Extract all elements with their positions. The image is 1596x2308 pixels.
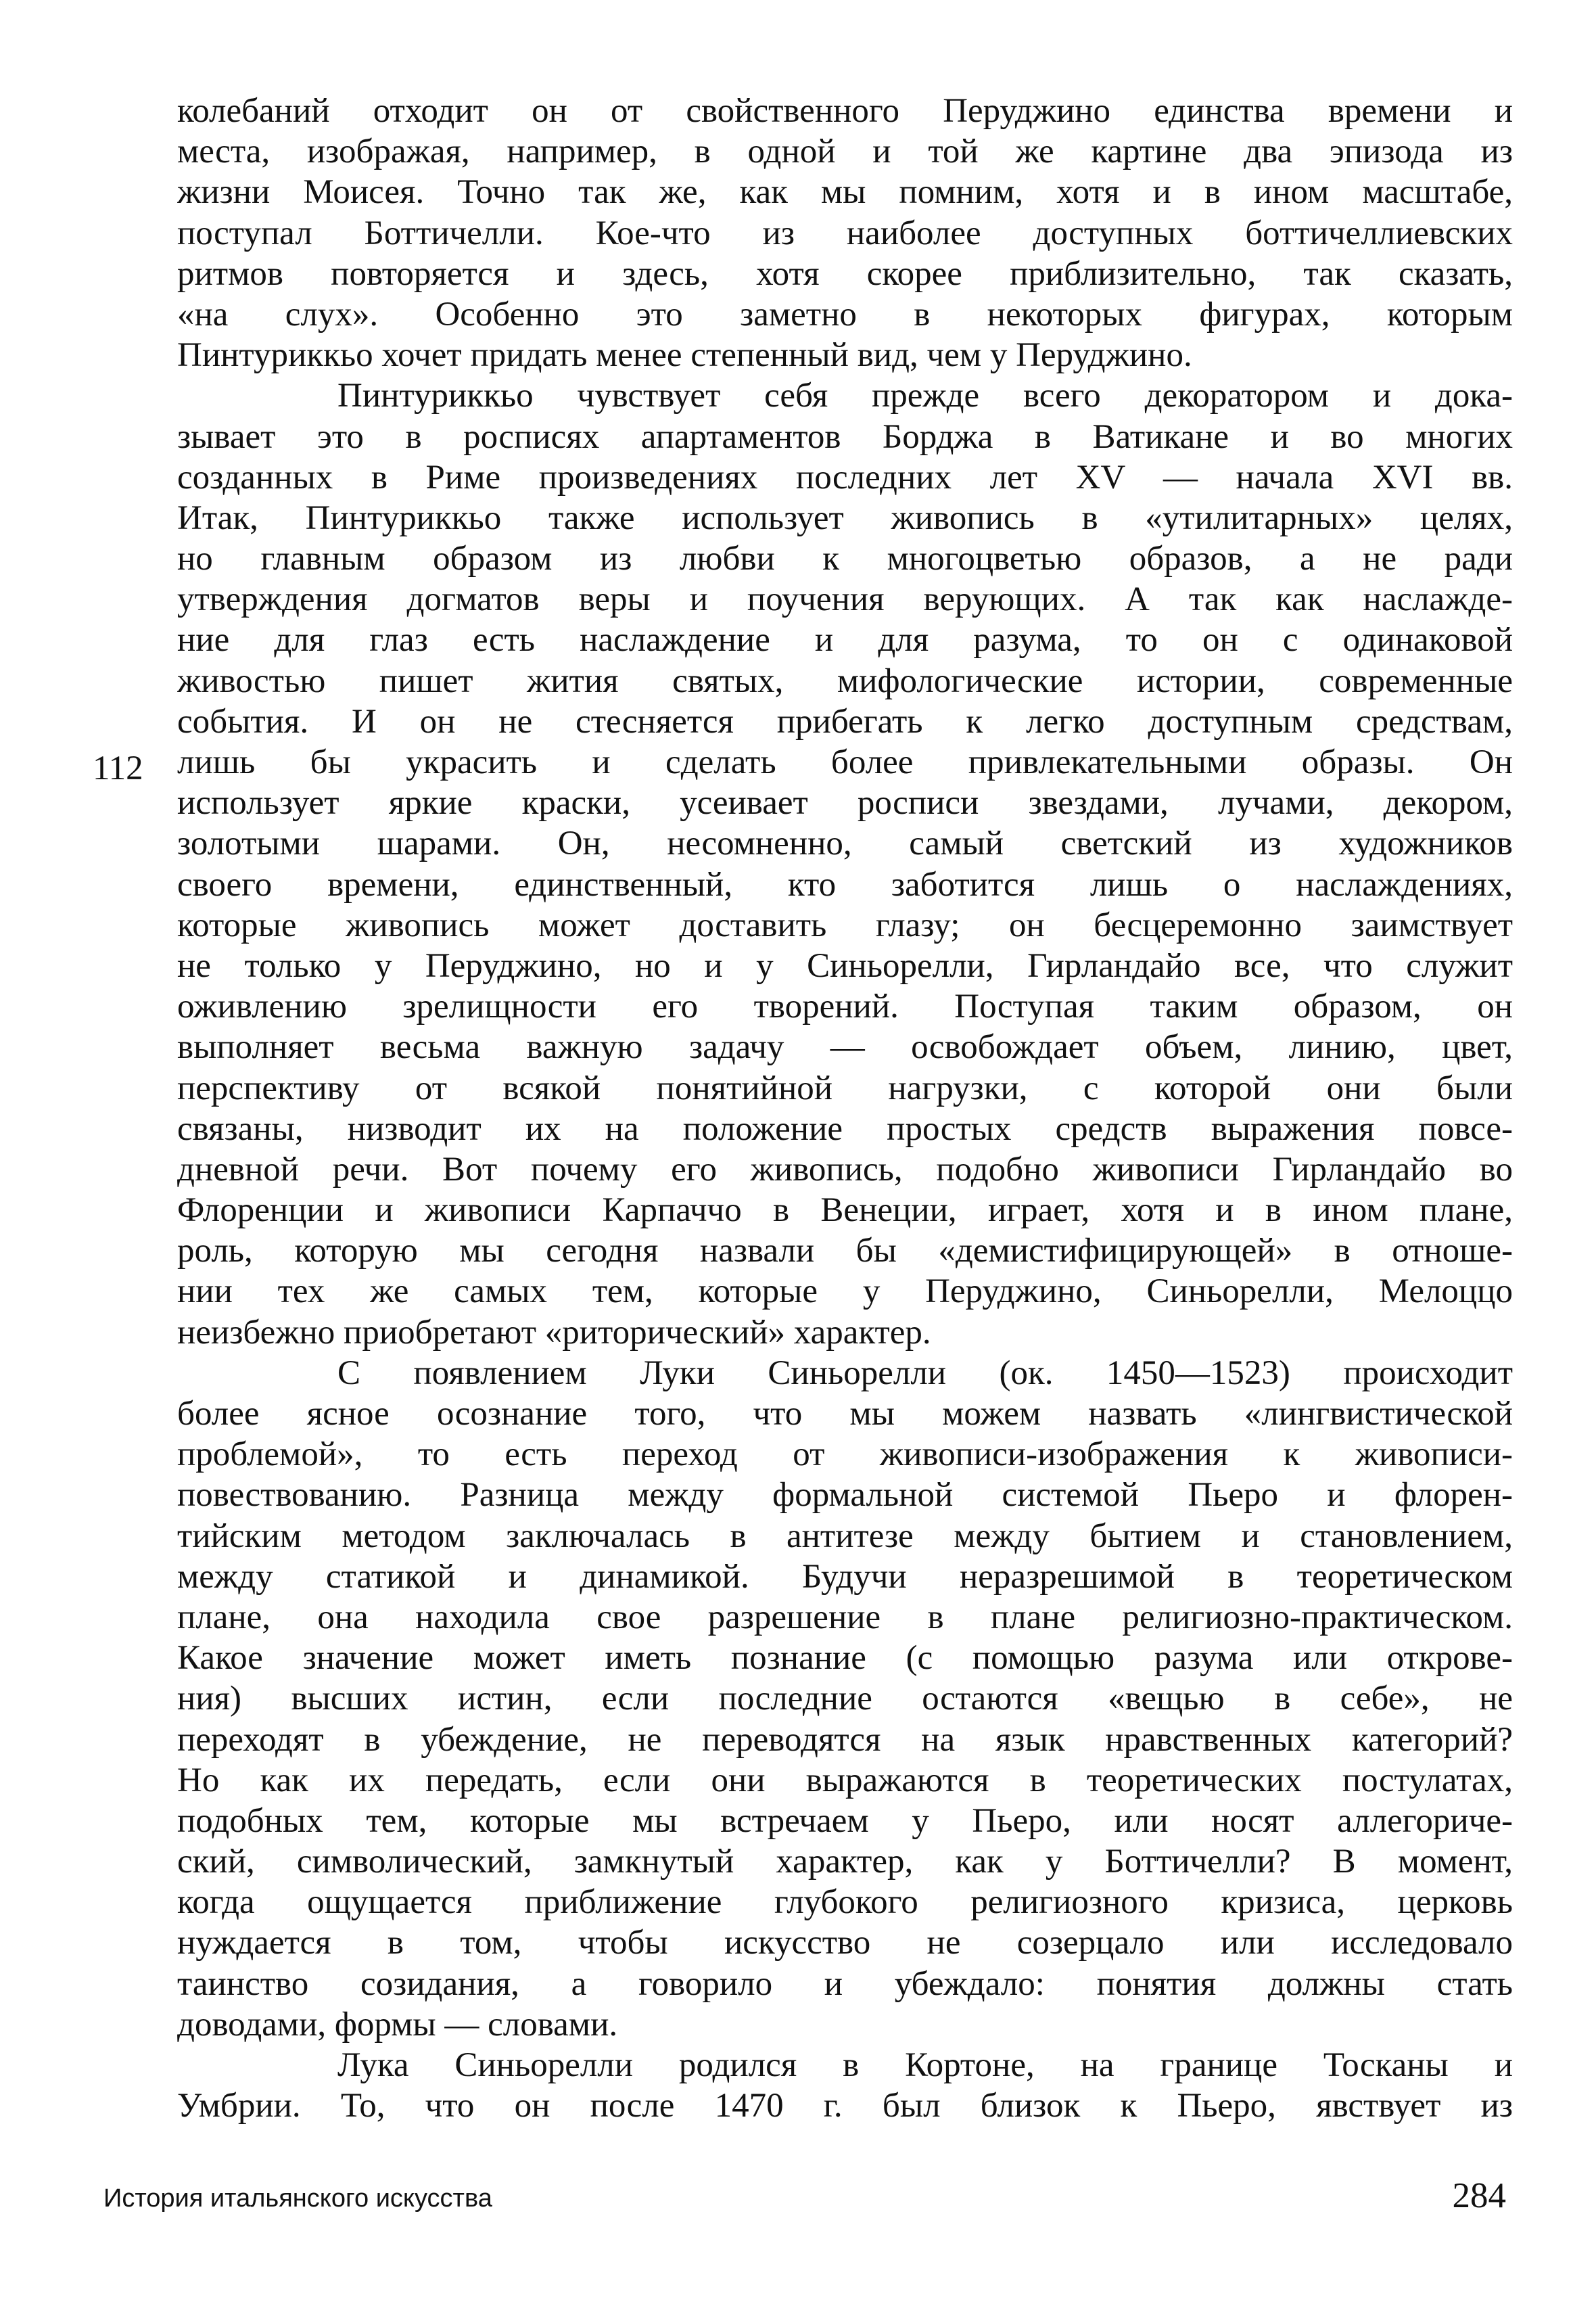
text-line: нуждается в том, чтобы искусство не созерцало или исследовало [177,1924,1513,1962]
text-line: подобных тем, которые мы встречаем у Пьеро, или носят аллегориче- [177,1801,1513,1840]
text-line: тийским методом заключалась в антитезе между бытием и становлением, [177,1517,1513,1555]
text-line: золотыми шарами. Он, несомненно, самый светский из художников [177,825,1513,863]
text-line: места, изображая, например, в одной и той же картине два эпизода из [177,133,1513,171]
text-line: ние для глаз есть наслаждение и для разума, то он с одинаковой [177,621,1513,660]
text-line: колебаний отходит он от свойственного Перуджино единства времени и [177,92,1513,130]
text-line: выполняет весьма важную задачу — освобождает объем, линию, цвет, [177,1028,1513,1067]
text-line: переходят в убеждение, не переводятся на язык нравственных категорий? [177,1720,1513,1759]
text-line: связаны, низводит их на положение простых средств выражения повсе- [177,1109,1513,1148]
page-number: 284 [1452,2176,1506,2215]
text-line: оживлению зрелищности его творений. Поступая таким образом, он [177,988,1513,1026]
text-line: события. И он не стесняется прибегать к легко доступным средствам, [177,702,1513,741]
text-line: когда ощущается приближение глубокого религиозного кризиса, церковь [177,1883,1513,1922]
text-line: С появлением Луки Синьорелли (ок. 1450—1523) происходит [337,1354,1513,1392]
text-line: таинство созидания, а говорило и убеждало: понятия должны стать [177,1964,1513,2003]
text-line: плане, она находила свое разрешение в плане религиозно-практическом. [177,1598,1513,1636]
text-line: перспективу от всякой понятийной нагрузки, с которой они были [177,1069,1513,1107]
text-line: Итак, Пинтуриккьо также использует живопись в «утилитарных» целях, [177,499,1513,537]
text-line: ский, символический, замкнутый характер, как у Боттичелли? В момент, [177,1843,1513,1881]
text-line: роль, которую мы сегодня назвали бы «демистифицирующей» в отноше- [177,1232,1513,1270]
text-line: своего времени, единственный, кто заботится лишь о наслаждениях, [177,865,1513,904]
text-line: между статикой и динамикой. Будучи неразрешимой в теоретическом [177,1557,1513,1596]
text-line: «на слух». Особенно это заметно в некоторых фигурах, которым [177,295,1513,333]
running-footer-title: История итальянского искусства [103,2184,492,2213]
text-line: поступал Боттичелли. Кое-что из наиболее доступных боттичеллиевских [177,214,1513,252]
text-line: ния) высших истин, если последние остаются «вещью в себе», не [177,1680,1513,1718]
margin-note-number: 112 [93,749,143,787]
text-line: Лука Синьорелли родился в Кортоне, на границе Тосканы и [337,2046,1513,2084]
text-line: но главным образом из любви к многоцветью образов, а не ради [177,540,1513,578]
text-line: проблемой», то есть переход от живописи-изображения к живописи- [177,1435,1513,1474]
text-line: доводами, формы — словами. [177,2005,618,2044]
text-line: Умбрии. То, что он после 1470 г. был близок к Пьеро, явствует из [177,2087,1513,2125]
text-line: Пинтуриккьо чувствует себя прежде всего декоратором и дока- [337,377,1513,415]
text-line: жизни Моисея. Точно так же, как мы помним, хотя и в ином масштабе, [177,173,1513,212]
text-line: Но как их передать, если они выражаются в теоретических постулатах, [177,1761,1513,1799]
text-line: не только у Перуджино, но и у Синьорелли, Гирландайо все, что служит [177,946,1513,985]
text-line: лишь бы украсить и сделать более привлекательными образы. Он [177,743,1513,781]
text-line: живостью пишет жития святых, мифологические истории, современные [177,662,1513,700]
text-line: созданных в Риме произведениях последних лет XV — начала XVI вв. [177,458,1513,497]
text-line: повествованию. Разница между формальной системой Пьеро и флорен- [177,1476,1513,1515]
text-line: Флоренции и живописи Карпаччо в Венеции, играет, хотя и в ином плане, [177,1191,1513,1230]
text-line: нии тех же самых тем, которые у Перуджино, Синьорелли, Мелоццо [177,1272,1513,1311]
body-text [177,91,1513,2126]
text-line: Пинтуриккьо хочет придать менее степенный вид, чем у Перуджино. [177,336,1192,375]
text-line: более ясное осознание того, что мы можем назвать «лингвистической [177,1395,1513,1433]
text-line: дневной речи. Вот почему его живопись, подобно живописи Гирландайо во [177,1150,1513,1188]
text-line: ритмов повторяется и здесь, хотя скорее приблизительно, так сказать, [177,254,1513,293]
text-line: утверждения догматов веры и поучения верующих. А так как наслажде- [177,580,1513,619]
text-line: зывает это в росписях апартаментов Борджа в Ватикане и во многих [177,417,1513,456]
text-line: которые живопись может доставить глазу; он бесцеремонно заимствует [177,906,1513,944]
text-line: использует яркие краски, усеивает росписи звездами, лучами, декором, [177,784,1513,823]
text-line: неизбежно приобретают «риторический» характер. [177,1313,931,1352]
text-line: Какое значение может иметь познание (с помощью разума или открове- [177,1639,1513,1678]
